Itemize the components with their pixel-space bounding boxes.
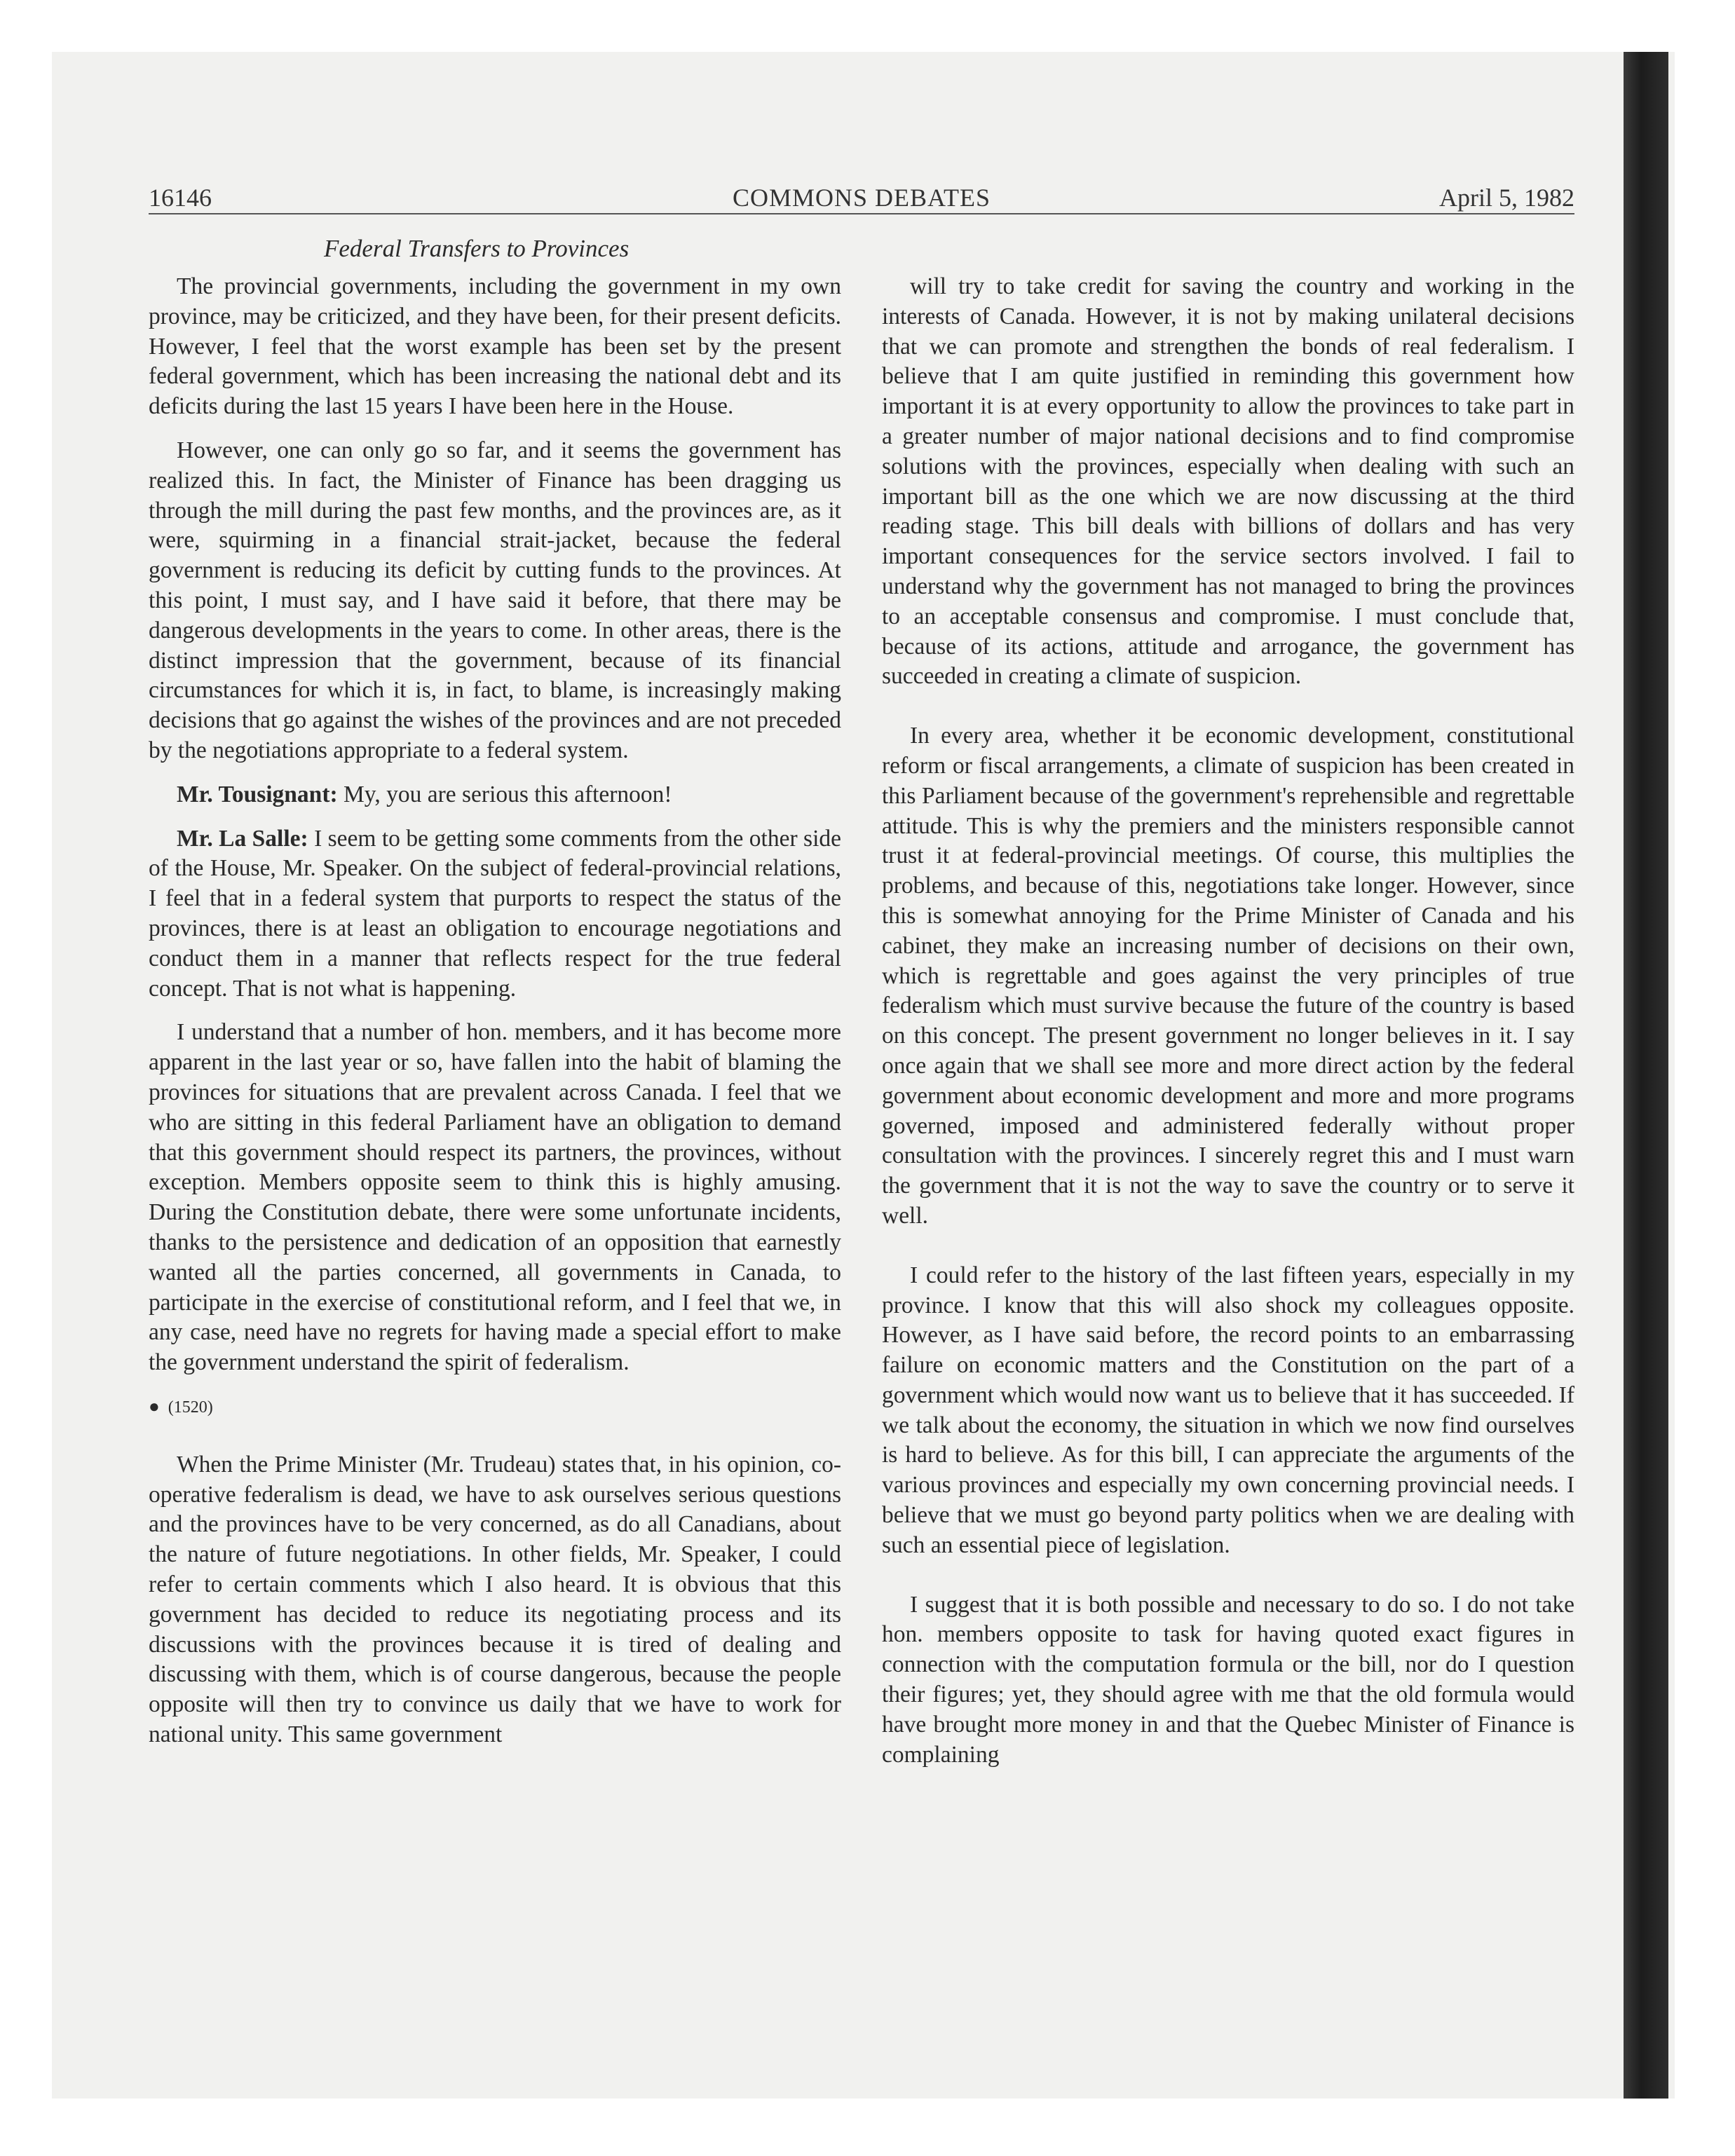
speaker-name: Mr. Tousignant: <box>177 781 338 807</box>
paragraph: will try to take credit for saving the country and working in the interests of Canada. However, it is not by making unilateral decisions that we can promote and strengthen the bonds of real federalism. I believe that I am quite justified in reminding this government how important it is at every opportunity to allow the provinces to take part in a greater number of major national decisions and to find compromise solutions with the provinces, especially when dealing with such an important bill as the one which we are now discussing at the third reading stage. This bill deals with billions of dollars and has very important consequences for the service sectors involved. I fail to understand why the government has not managed to bring the provinces to an acceptable consensus and compromise. I must conclude that, because of its actions, attitude and arrogance, the government has succeeded in creating a climate of suspicion. <box>882 273 1574 690</box>
bullet-icon: ● <box>149 1396 160 1417</box>
time-marker <box>149 1392 841 1422</box>
page-header <box>149 181 1574 214</box>
page-date: April 5, 1982 <box>1439 184 1574 212</box>
paragraph: The provincial governments, including the government in my own province, may be criticized, and they have been, for their present deficits. However, I feel that the worst example has been set by the present federal government, which has been increasing the national debt and its deficits during the last 15 years I have been here in the House. <box>149 273 841 420</box>
paragraph: However, one can only go so far, and it seems the government has realized this. In fact, the Minister of Finance has been dragging us through the mill during the past few months, and the provinces are, as it were, squirming in a financial strait-jacket, because the federal government is reducing its deficit by cutting funds to the provinces. At this point, I must say, and I have said it before, that there may be dangerous developments in the years to come. In other areas, there is the distinct impression that the government, because of its financial circumstances for which it is, in fact, to blame, is increasingly making decisions that go against the wishes of the provinces and are not preceded by the negotiations appropriate to a federal system. <box>149 437 841 763</box>
speech-text: I seem to be getting some comments from the other side of the House, Mr. Speaker. On the subject of federal-provincial relations, I feel that in a federal system that purports to respect the status of the provinces, there is at least an obligation to encourage negotiations and conduct them in a manner that reflects respect for the true federal concept. That is not what is happening. <box>149 825 841 1002</box>
paragraph: When the Prime Minister (Mr. Trudeau) states that, in his opinion, co-operative federalism is dead, we have to ask ourselves serious questions and the provinces have to be very concerned, as do all Canadians, about the nature of future negotiations. In other fields, Mr. Speaker, I could refer to certain comments which I also heard. It is obvious that this government has decided to reduce its negotiating process and its discussions with the provinces because it is tired of dealing and discussing with them, which is of course dangerous, because the people opposite will then try to convince us daily that we have to work for national unity. This same government <box>149 1451 841 1748</box>
right-column <box>882 272 1574 1784</box>
speech-tousignant <box>149 780 841 810</box>
speaker-name: Mr. La Salle: <box>177 825 308 852</box>
left-column <box>149 234 841 1764</box>
paragraph: I could refer to the history of the last fifteen years, especially in my province. I know that this will also shock my colleagues opposite. However, as I have said before, the record points to an embarrassing failure on economic matters and the Constitution on the part of a government which would now want us to believe that it has succeeded. If we talk about the economy, the situation in which we now find ourselves is hard to believe. As for this bill, I can appreciate the arguments of the various provinces and especially my own concerning provincial needs. I believe that we must go beyond party politics when we are dealing with such an essential piece of legislation. <box>882 1262 1574 1558</box>
paragraph: I suggest that it is both possible and necessary to do so. I do not take hon. members opposite to task for having quoted exact figures in connection with the computation formula or the bill, nor do I question their figures; yet, they should agree with me that the old formula would have brought more money in and that the Quebec Minister of Finance is complaining <box>882 1591 1574 1768</box>
section-title: Federal Transfers to Provinces <box>324 235 630 262</box>
publication-title: COMMONS DEBATES <box>732 184 991 212</box>
paragraph: I understand that a number of hon. members, and it has become more apparent in the last year or so, have fallen into the habit of blaming the provinces for situations that are prevalent across Canada. I feel that we who are sitting in this federal Parliament have an obligation to demand that this government should respect its partners, the provinces, without exception. Members opposite seem to think this is highly amusing. During the Constitution debate, there were some unfortunate incidents, thanks to the persistence and dedication of an opposition that earnestly wanted all the parties concerned, all governments in Canada, to participate in the exercise of constitutional reform, and I feel that we, in any case, need have no regrets for having made a special effort to make the government understand the spirit of federalism. <box>149 1019 841 1376</box>
page-number: 16146 <box>149 184 212 212</box>
time-marker-text: (1520) <box>168 1398 213 1417</box>
paragraph: In every area, whether it be economic development, constitutional reform or fiscal arrangements, a climate of suspicion has been created in this Parliament because of the government's reprehensible and regrettable attitude. This is why the premiers and the ministers responsible cannot trust it at federal-provincial meetings. Of course, this multiplies the problems, and because of this, negotiations take longer. However, since this is somewhat annoying for the Prime Minister of Canada and his cabinet, they make an increasing number of decisions on their own, which is regrettable and goes against the very principles of true federalism which must survive because the future of the country is based on this concept. The present government no longer believes in it. I say once again that we shall see more and more direct action by the federal government about economic development and more and more programs governed, imposed and administered federally without proper consultation with the provinces. I sincerely regret this and I must warn the government that it is not the way to save the country or to serve it well. <box>882 723 1574 1229</box>
speech-text: My, you are serious this afternoon! <box>337 781 672 807</box>
speech-lasalle <box>149 824 841 1004</box>
header-rule <box>149 213 1574 214</box>
scanner-edge <box>1624 52 1668 2099</box>
